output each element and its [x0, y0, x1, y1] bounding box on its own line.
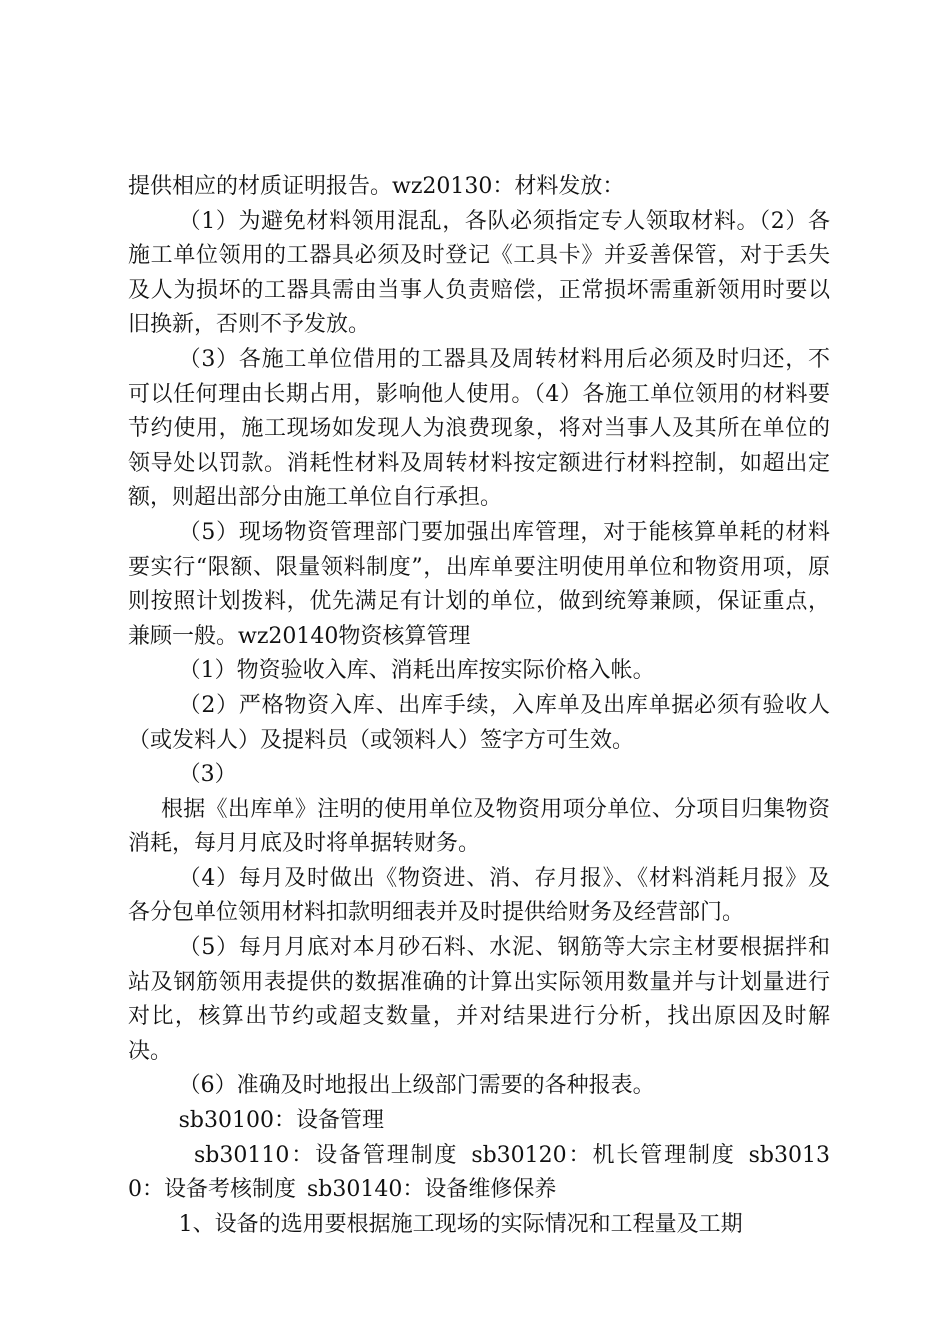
paragraph-accounting-5: （5）每月月底对本月砂石料、水泥、钢筋等大宗主材要根据拌和站及钢筋领用表提供的数据准确的计算出实际领用数量并与计划量进行对比，核算出节约或超支数量，并对结果进行分析，找出原因及时解决。 — [128, 935, 830, 1064]
paragraph-material-issue-3-4: （3）各施工单位借用的工器具及周转材料用后必须及时归还，不可以任何理由长期占用，影响他人使用。（4）各施工单位领用的材料要节约使用，施工现场如发现人为浪费现象，将对当事人及其所在单位的领导处以罚款。消耗性材料及周转材料按定额进行材料控制，如超出定额，则超出部分由施工单位自行承担。 — [128, 346, 830, 511]
heading-equipment-management: sb30100：设备管理 — [178, 1108, 384, 1134]
paragraph-accounting-3-label: （3） — [178, 762, 237, 788]
paragraph-material-issue-5: （5）现场物资管理部门要加强出库管理，对于能核算单耗的材料要实行“限额、限量领料制度”，出库单要注明使用单位和物资用项，原则按照计划拨料，优先满足有计划的单位，做到统筹兼顾，保证重点，兼顾一般。wz20140物资核算管理 — [128, 519, 830, 649]
paragraph-accounting-3: 根据《出库单》注明的使用单位及物资用项分单位、分项目归集物资消耗，每月月底及时将单据转财务。 — [128, 796, 830, 857]
paragraph-equipment-rules: sb30110：设备管理制度 sb30120：机长管理制度 sb30130：设备考核制度 sb30140：设备维修保养 — [128, 1142, 830, 1203]
paragraph-accounting-6: （6）准确及时地报出上级部门需要的各种报表。 — [178, 1073, 655, 1099]
paragraph-material-report: 提供相应的材质证明报告。wz20130：材料发放： — [128, 174, 625, 199]
paragraph-material-issue-1-2: （1）为避免材料领用混乱，各队必须指定专人领取材料。（2）各施工单位领用的工器具必须及时登记《工具卡》并妥善保管，对于丢失及人为损坏的工器具需由当事人负责赔偿，正常损坏需重新领用时要以旧换新，否则不予发放。 — [128, 208, 830, 338]
paragraph-accounting-2: （2）严格物资入库、出库手续，入库单及出库单据必须有验收人（或发料人）及提料员（或领料人）签字方可生效。 — [128, 692, 830, 753]
paragraph-equipment-selection: 1、设备的选用要根据施工现场的实际情况和工程量及工期 — [178, 1211, 743, 1237]
document-body — [128, 170, 830, 1242]
paragraph-accounting-1: （1）物资验收入库、消耗出库按实际价格入帐。 — [178, 658, 655, 684]
paragraph-accounting-4: （4）每月及时做出《物资进、消、存月报》、《材料消耗月报》及各分包单位领用材料扣款明细表并及时提供给财务及经营部门。 — [128, 865, 830, 926]
